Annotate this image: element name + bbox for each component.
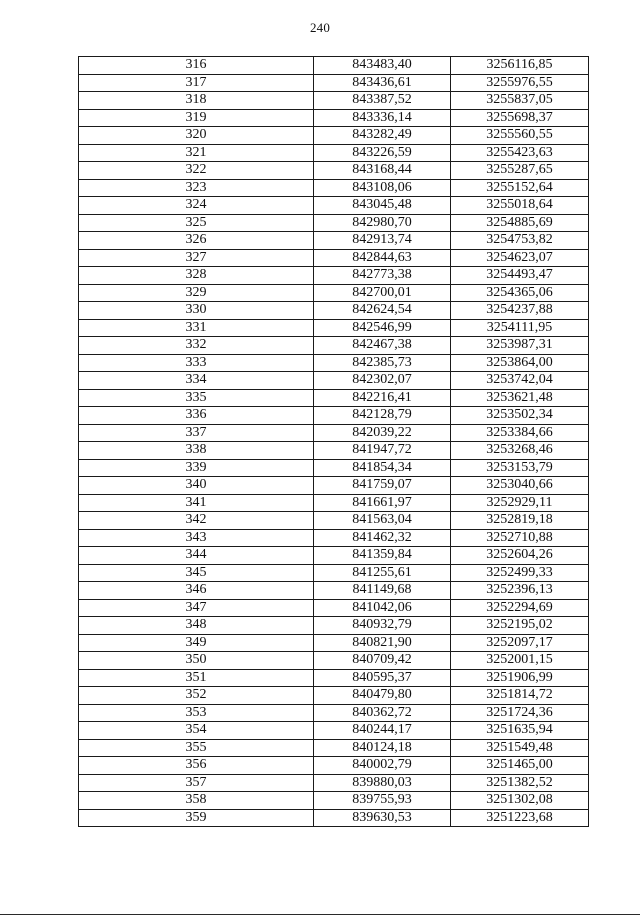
x-coordinate-cell: 842773,38: [314, 267, 451, 285]
y-coordinate-cell: 3252819,18: [451, 512, 589, 530]
table-row: [79, 249, 589, 267]
y-coordinate-cell: 3251465,00: [451, 757, 589, 775]
x-coordinate-cell: 841359,84: [314, 547, 451, 565]
table-row: [79, 477, 589, 495]
y-coordinate-cell: 3253621,48: [451, 389, 589, 407]
x-coordinate-cell: 841563,04: [314, 512, 451, 530]
point-number-cell: 352: [79, 687, 314, 705]
y-coordinate-cell: 3253153,79: [451, 459, 589, 477]
point-number-cell: 348: [79, 617, 314, 635]
x-coordinate-cell: 840124,18: [314, 739, 451, 757]
y-coordinate-cell: 3256116,85: [451, 57, 589, 75]
point-number-cell: 355: [79, 739, 314, 757]
point-number-cell: 336: [79, 407, 314, 425]
table-row: [79, 739, 589, 757]
coordinates-table: [78, 56, 589, 827]
table-row: [79, 687, 589, 705]
table-row: [79, 494, 589, 512]
y-coordinate-cell: 3253268,46: [451, 442, 589, 460]
x-coordinate-cell: 840244,17: [314, 722, 451, 740]
point-number-cell: 338: [79, 442, 314, 460]
x-coordinate-cell: 841947,72: [314, 442, 451, 460]
y-coordinate-cell: 3254237,88: [451, 302, 589, 320]
y-coordinate-cell: 3255560,55: [451, 127, 589, 145]
x-coordinate-cell: 842128,79: [314, 407, 451, 425]
y-coordinate-cell: 3255976,55: [451, 74, 589, 92]
x-coordinate-cell: 840821,90: [314, 634, 451, 652]
y-coordinate-cell: 3255423,63: [451, 144, 589, 162]
x-coordinate-cell: 842980,70: [314, 214, 451, 232]
point-number-cell: 337: [79, 424, 314, 442]
point-number-cell: 317: [79, 74, 314, 92]
table-row: [79, 407, 589, 425]
table-row: [79, 792, 589, 810]
table-row: [79, 757, 589, 775]
y-coordinate-cell: 3252001,15: [451, 652, 589, 670]
table-row: [79, 197, 589, 215]
table-row: [79, 582, 589, 600]
x-coordinate-cell: 840709,42: [314, 652, 451, 670]
point-number-cell: 325: [79, 214, 314, 232]
y-coordinate-cell: 3251724,36: [451, 704, 589, 722]
table-row: [79, 232, 589, 250]
y-coordinate-cell: 3255152,64: [451, 179, 589, 197]
x-coordinate-cell: 843336,14: [314, 109, 451, 127]
point-number-cell: 347: [79, 599, 314, 617]
x-coordinate-cell: 839755,93: [314, 792, 451, 810]
table-row: [79, 214, 589, 232]
point-number-cell: 332: [79, 337, 314, 355]
y-coordinate-cell: 3252396,13: [451, 582, 589, 600]
point-number-cell: 320: [79, 127, 314, 145]
point-number-cell: 344: [79, 547, 314, 565]
x-coordinate-cell: 842844,63: [314, 249, 451, 267]
table-row: [79, 599, 589, 617]
y-coordinate-cell: 3255018,64: [451, 197, 589, 215]
table-row: [79, 109, 589, 127]
point-number-cell: 340: [79, 477, 314, 495]
table-row: [79, 179, 589, 197]
point-number-cell: 319: [79, 109, 314, 127]
table-row: [79, 652, 589, 670]
page-bottom-edge: [0, 914, 640, 915]
point-number-cell: 322: [79, 162, 314, 180]
coordinates-table-body: [79, 57, 589, 827]
point-number-cell: 318: [79, 92, 314, 110]
point-number-cell: 350: [79, 652, 314, 670]
point-number-cell: 349: [79, 634, 314, 652]
point-number-cell: 333: [79, 354, 314, 372]
point-number-cell: 356: [79, 757, 314, 775]
table-row: [79, 267, 589, 285]
y-coordinate-cell: 3251635,94: [451, 722, 589, 740]
point-number-cell: 357: [79, 774, 314, 792]
x-coordinate-cell: 843387,52: [314, 92, 451, 110]
y-coordinate-cell: 3251382,52: [451, 774, 589, 792]
table-row: [79, 389, 589, 407]
x-coordinate-cell: 840479,80: [314, 687, 451, 705]
y-coordinate-cell: 3251549,48: [451, 739, 589, 757]
x-coordinate-cell: 841661,97: [314, 494, 451, 512]
table-row: [79, 634, 589, 652]
point-number-cell: 353: [79, 704, 314, 722]
table-row: [79, 774, 589, 792]
y-coordinate-cell: 3253384,66: [451, 424, 589, 442]
table-row: [79, 564, 589, 582]
x-coordinate-cell: 842546,99: [314, 319, 451, 337]
table-row: [79, 57, 589, 75]
x-coordinate-cell: 842385,73: [314, 354, 451, 372]
table-row: [79, 459, 589, 477]
y-coordinate-cell: 3254365,06: [451, 284, 589, 302]
y-coordinate-cell: 3253864,00: [451, 354, 589, 372]
y-coordinate-cell: 3254885,69: [451, 214, 589, 232]
point-number-cell: 359: [79, 809, 314, 827]
table-row: [79, 92, 589, 110]
table-row: [79, 704, 589, 722]
x-coordinate-cell: 842624,54: [314, 302, 451, 320]
y-coordinate-cell: 3254753,82: [451, 232, 589, 250]
y-coordinate-cell: 3251223,68: [451, 809, 589, 827]
x-coordinate-cell: 840002,79: [314, 757, 451, 775]
point-number-cell: 351: [79, 669, 314, 687]
point-number-cell: 328: [79, 267, 314, 285]
y-coordinate-cell: 3254493,47: [451, 267, 589, 285]
point-number-cell: 326: [79, 232, 314, 250]
page-number: 240: [309, 20, 331, 35]
y-coordinate-cell: 3252195,02: [451, 617, 589, 635]
x-coordinate-cell: 842467,38: [314, 337, 451, 355]
y-coordinate-cell: 3252929,11: [451, 494, 589, 512]
table-row: [79, 372, 589, 390]
point-number-cell: 316: [79, 57, 314, 75]
x-coordinate-cell: 841854,34: [314, 459, 451, 477]
point-number-cell: 358: [79, 792, 314, 810]
x-coordinate-cell: 842039,22: [314, 424, 451, 442]
table-row: [79, 442, 589, 460]
x-coordinate-cell: 839880,03: [314, 774, 451, 792]
y-coordinate-cell: 3255837,05: [451, 92, 589, 110]
x-coordinate-cell: 839630,53: [314, 809, 451, 827]
y-coordinate-cell: 3255698,37: [451, 109, 589, 127]
x-coordinate-cell: 842216,41: [314, 389, 451, 407]
table-row: [79, 722, 589, 740]
x-coordinate-cell: 841255,61: [314, 564, 451, 582]
table-row: [79, 284, 589, 302]
y-coordinate-cell: 3252710,88: [451, 529, 589, 547]
table-row: [79, 127, 589, 145]
y-coordinate-cell: 3251302,08: [451, 792, 589, 810]
y-coordinate-cell: 3252097,17: [451, 634, 589, 652]
point-number-cell: 346: [79, 582, 314, 600]
table-row: [79, 529, 589, 547]
x-coordinate-cell: 843168,44: [314, 162, 451, 180]
point-number-cell: 334: [79, 372, 314, 390]
point-number-cell: 354: [79, 722, 314, 740]
y-coordinate-cell: 3252499,33: [451, 564, 589, 582]
x-coordinate-cell: 843483,40: [314, 57, 451, 75]
y-coordinate-cell: 3253987,31: [451, 337, 589, 355]
point-number-cell: 343: [79, 529, 314, 547]
table-row: [79, 337, 589, 355]
x-coordinate-cell: 843226,59: [314, 144, 451, 162]
y-coordinate-cell: 3252604,26: [451, 547, 589, 565]
x-coordinate-cell: 840932,79: [314, 617, 451, 635]
y-coordinate-cell: 3252294,69: [451, 599, 589, 617]
x-coordinate-cell: 840595,37: [314, 669, 451, 687]
y-coordinate-cell: 3253040,66: [451, 477, 589, 495]
x-coordinate-cell: 841149,68: [314, 582, 451, 600]
point-number-cell: 329: [79, 284, 314, 302]
point-number-cell: 331: [79, 319, 314, 337]
point-number-cell: 342: [79, 512, 314, 530]
point-number-cell: 341: [79, 494, 314, 512]
table-row: [79, 669, 589, 687]
table-row: [79, 144, 589, 162]
point-number-cell: 330: [79, 302, 314, 320]
x-coordinate-cell: 841462,32: [314, 529, 451, 547]
point-number-cell: 327: [79, 249, 314, 267]
x-coordinate-cell: 843436,61: [314, 74, 451, 92]
point-number-cell: 345: [79, 564, 314, 582]
table-row: [79, 74, 589, 92]
x-coordinate-cell: 843045,48: [314, 197, 451, 215]
x-coordinate-cell: 842302,07: [314, 372, 451, 390]
y-coordinate-cell: 3251906,99: [451, 669, 589, 687]
x-coordinate-cell: 842700,01: [314, 284, 451, 302]
x-coordinate-cell: 843282,49: [314, 127, 451, 145]
point-number-cell: 335: [79, 389, 314, 407]
x-coordinate-cell: 841042,06: [314, 599, 451, 617]
table-row: [79, 617, 589, 635]
point-number-cell: 323: [79, 179, 314, 197]
x-coordinate-cell: 842913,74: [314, 232, 451, 250]
table-row: [79, 424, 589, 442]
table-row: [79, 547, 589, 565]
y-coordinate-cell: 3253742,04: [451, 372, 589, 390]
table-row: [79, 302, 589, 320]
point-number-cell: 321: [79, 144, 314, 162]
table-row: [79, 319, 589, 337]
y-coordinate-cell: 3251814,72: [451, 687, 589, 705]
y-coordinate-cell: 3253502,34: [451, 407, 589, 425]
table-row: [79, 354, 589, 372]
table-row: [79, 512, 589, 530]
x-coordinate-cell: 841759,07: [314, 477, 451, 495]
y-coordinate-cell: 3254111,95: [451, 319, 589, 337]
table-row: [79, 809, 589, 827]
point-number-cell: 324: [79, 197, 314, 215]
y-coordinate-cell: 3255287,65: [451, 162, 589, 180]
x-coordinate-cell: 843108,06: [314, 179, 451, 197]
x-coordinate-cell: 840362,72: [314, 704, 451, 722]
point-number-cell: 339: [79, 459, 314, 477]
table-row: [79, 162, 589, 180]
y-coordinate-cell: 3254623,07: [451, 249, 589, 267]
